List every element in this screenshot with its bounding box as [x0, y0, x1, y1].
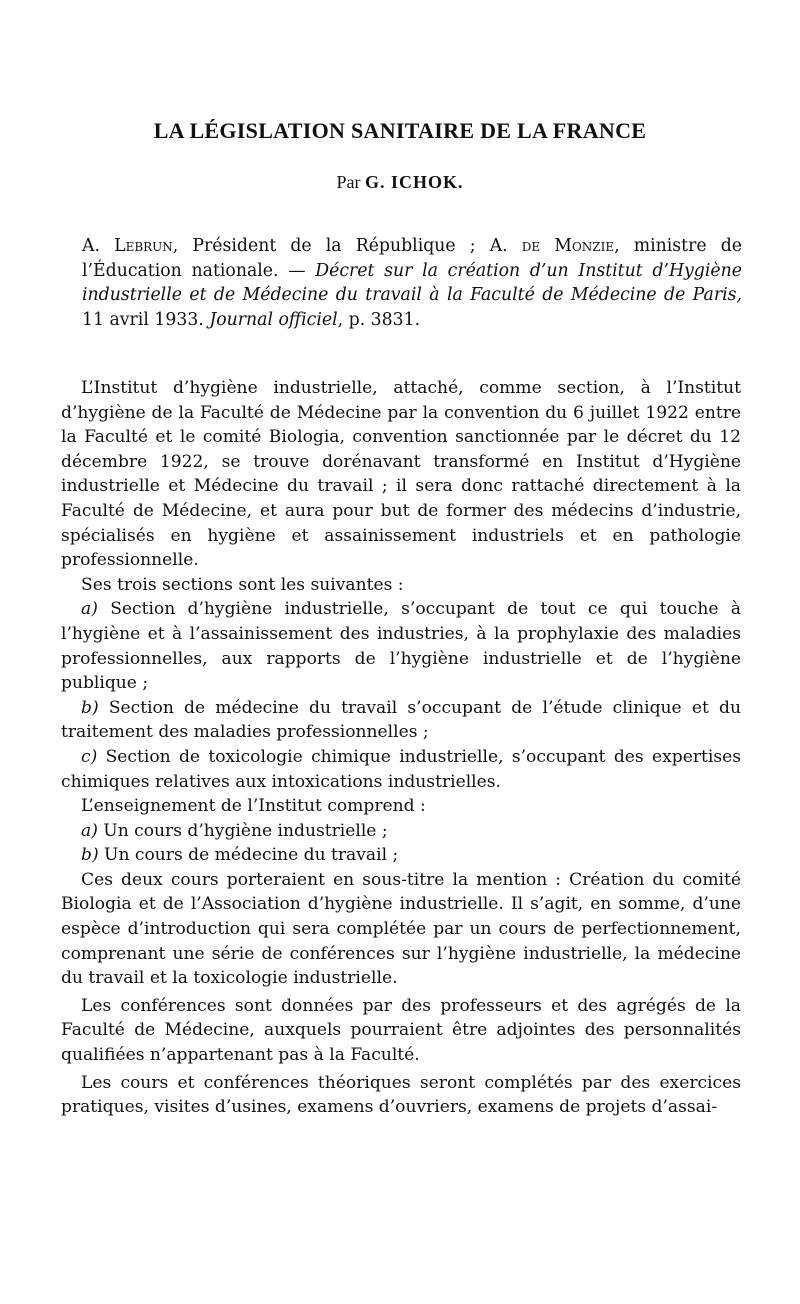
ref-decree-title: Décret sur la création d’un Institut d’Hygiène industrielle et de Médecine du travail à la Faculté de Médecine de Paris, — [82, 260, 742, 305]
author-prefix: Par — [336, 172, 361, 192]
paragraph-practical-exercises: Les cours et conférences théoriques seront complétés par des exercices pratiques, visites d’usines, examens d’ouvriers, examens de projets d’assai- — [61, 1072, 741, 1118]
paragraph-courses-subtitle: Ces deux cours porteraient en sous-titre la mention : Création du comité Biologia et de l’Association d’hygiène industrielle. Il s’agit, en somme, d’une espèce d’introduction qui sera complétée par un cours de perfectionnement, comprenant une série de conférences sur l’hygiène industrielle, la médecine du travail et la toxicologie industrielle. — [61, 869, 741, 989]
list-label: b) — [81, 697, 99, 718]
list-text: Section d’hygiène industrielle, s’occupant de tout ce qui touche à l’hygiène et à l’assainissement des industries, à la prophylaxie des maladies professionnelles, aux rapports de l’hygiène industrielle et de l’hygiène publique ; — [61, 599, 741, 694]
paragraph-institute-intro: L’Institut d’hygiène industrielle, attaché, comme section, à l’Institut d’hygiène de la Faculté de Médecine par la convention du 6 juillet 1922 entre la Faculté et le comité Biologia, convention sanctionnée par le décret du 12 décembre 1922, se trouve dorénavant transformé en Institut d’Hygiène industrielle et Médecine du travail ; il sera donc rattaché directement à la Faculté de Médecine, et aura pour but de former des médecins d’industrie, spécialisés en hygiène et assainissement industriels et en pathologie professionnelle. — [61, 378, 741, 571]
ref-author2-initial: A. — [489, 236, 508, 256]
article-author — [0, 172, 800, 193]
article-body — [61, 376, 741, 1120]
list-label: a) — [81, 820, 98, 841]
ref-date: 11 avril 1933. — [82, 309, 210, 330]
ref-author1-role: , Président de la République ; — [172, 236, 490, 256]
paragraph-section-a — [61, 597, 741, 695]
paragraph-course-b — [61, 843, 741, 868]
ref-author1-name: Lebrun — [114, 236, 173, 256]
article-title: LA LÉGISLATION SANITAIRE DE LA FRANCE — [153, 118, 647, 143]
list-label: b) — [81, 845, 99, 866]
ref-author2-role: , ministre de l’Éducation nationale. — — [82, 236, 742, 281]
list-label: a) — [81, 599, 98, 620]
bibliographic-reference — [82, 234, 742, 332]
ref-author2-name: de Monzie — [521, 236, 615, 256]
author-name: G. ICHOK. — [364, 172, 464, 192]
paragraph-section-b — [61, 696, 741, 745]
list-text: Section de médecine du travail s’occupant de l’étude clinique et du traitement des maladies professionnelles ; — [61, 697, 741, 743]
list-text: Un cours de médecine du travail ; — [98, 845, 399, 866]
ref-journal: Journal officiel — [209, 309, 338, 330]
paragraph-course-a — [61, 819, 741, 844]
paragraph-conferences: Les conférences sont données par des professeurs et des agrégés de la Faculté de Médecine, auxquels pourraient être adjointes des personnalités qualifiées n’appartenant pas à la Faculté. — [61, 995, 741, 1066]
paragraph-section-c — [61, 745, 741, 794]
list-text: Un cours d’hygiène industrielle ; — [97, 820, 388, 841]
paragraph-sections-heading: Ses trois sections sont les suivantes : — [81, 574, 404, 595]
paragraph-teaching-heading: L’enseignement de l’Institut comprend : — [81, 796, 426, 817]
ref-author1-initial: A. — [82, 236, 100, 256]
list-label: c) — [81, 746, 98, 767]
ref-page: , p. 3831. — [337, 309, 421, 330]
list-text: Section de toxicologie chimique industrielle, s’occupant des expertises chimiques relatives aux intoxications industrielles. — [61, 746, 741, 792]
